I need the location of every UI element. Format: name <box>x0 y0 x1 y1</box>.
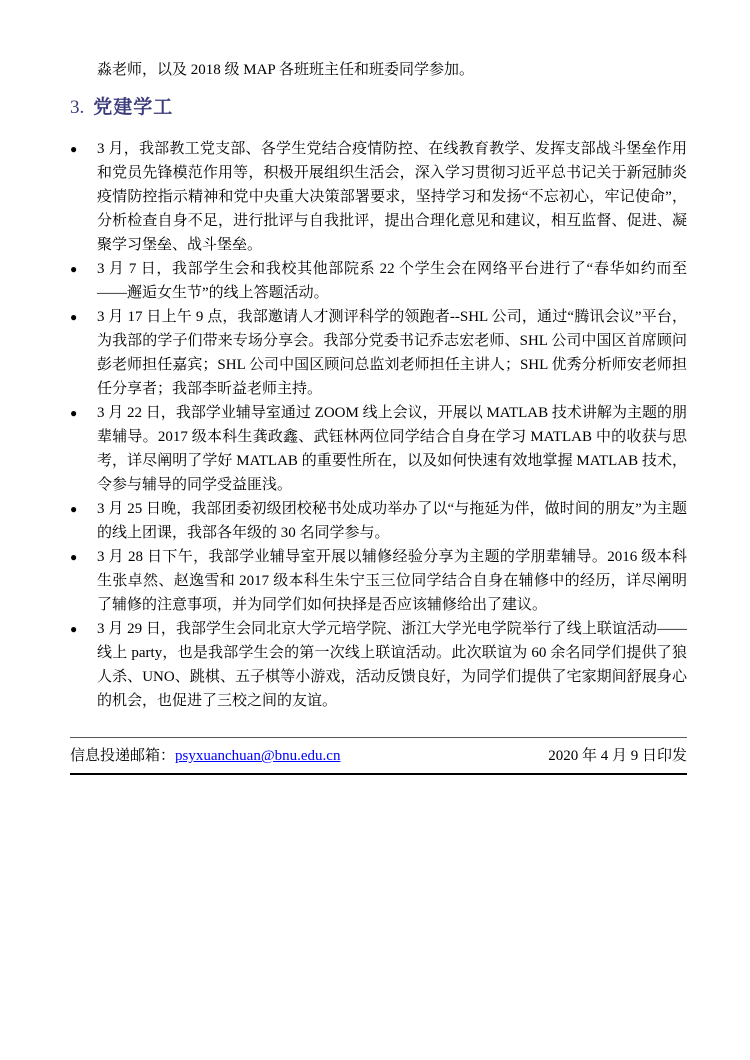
list-item <box>70 497 687 545</box>
list-item <box>70 401 687 497</box>
bullet-icon: ● <box>70 142 78 156</box>
section-heading <box>70 96 687 120</box>
bullet-list <box>70 137 687 713</box>
footer-contact <box>70 745 340 767</box>
section-number: 3. <box>70 97 85 118</box>
continuation-text: 淼老师，以及 2018 级 MAP 各班班主任和班委同学参加。 <box>97 62 474 78</box>
list-item <box>70 617 687 713</box>
list-item-text: 3 月 25 日晚，我部团委初级团校秘书处成功举办了以“与拖延为伴，做时间的朋友”为主题的线上团课，我部各年级的 30 名同学参与。 <box>97 501 687 541</box>
list-item <box>70 545 687 617</box>
bullet-icon: ● <box>70 262 78 276</box>
document-content <box>70 58 687 713</box>
list-item <box>70 305 687 401</box>
footer-divider-thick <box>70 773 687 775</box>
list-item <box>70 257 687 305</box>
list-item-text: 3 月 29 日，我部学生会同北京大学元培学院、浙江大学光电学院举行了线上联谊活动——线上 party，也是我部学生会的第一次线上联谊活动。此次联谊为 60 余名同学们提供了狼人杀、UNO、跳棋、五子棋等小游戏，活动反馈良好，为同学们提供了宅家期间舒展身心的机会，也促进了三校之间的友谊。 <box>97 621 687 709</box>
list-item-text: 3 月 28 日下午，我部学业辅导室开展以辅修经验分享为主题的学朋辈辅导。2016 级本科生张卓然、赵逸雪和 2017 级本科生朱宁玉三位同学结合自身在辅修中的经历，详尽阐明了辅修的注意事项，并为同学们如何抉择是否应该辅修给出了建议。 <box>97 549 687 613</box>
footer-row <box>70 738 687 773</box>
list-item-text: 3 月 22 日，我部学业辅导室通过 ZOOM 线上会议，开展以 MATLAB 技术讲解为主题的朋辈辅导。2017 级本科生龚政鑫、武钰林两位同学结合自身在学习 MATLAB 中的收获与思考，详尽阐明了学好 MATLAB 的重要性所在，以及如何快速有效地掌握 MATLAB 技术，令参与辅导的同学受益匪浅。 <box>97 405 687 493</box>
list-item-text: 3 月，我部教工党支部、各学生党结合疫情防控、在线教育教学、发挥支部战斗堡垒作用和党员先锋模范作用等，积极开展组织生活会，深入学习贯彻习近平总书记关于新冠肺炎疫情防控指示精神和党中央重大决策部署要求，坚持学习和发扬“不忘初心，牢记使命”，分析检查自身不足，进行批评与自我批评，提出合理化意见和建议，相互监督、促进、凝聚学习堡垒、战斗堡垒。 <box>97 141 687 253</box>
bullet-icon: ● <box>70 550 78 564</box>
list-item-text: 3 月 7 日，我部学生会和我校其他部院系 22 个学生会在网络平台进行了“春华如约而至——邂逅女生节”的线上答题活动。 <box>97 261 687 301</box>
bullet-icon: ● <box>70 622 78 636</box>
bullet-icon: ● <box>70 502 78 516</box>
email-link[interactable]: psyxuanchuan@bnu.edu.cn <box>175 748 341 764</box>
issue-date: 2020 年 4 月 9 日印发 <box>548 748 687 764</box>
section-title: 党建学工 <box>93 97 174 118</box>
page-footer <box>70 737 687 775</box>
email-label: 信息投递邮箱： <box>70 748 176 764</box>
bullet-icon: ● <box>70 310 78 324</box>
bullet-icon: ● <box>70 406 78 420</box>
list-item <box>70 137 687 257</box>
list-item-text: 3 月 17 日上午 9 点，我部邀请人才测评科学的领跑者--SHL 公司，通过“腾讯会议”平台，为我部的学子们带来专场分享会。我部分党委书记乔志宏老师、SHL 公司中国区首席顾问彭老师担任嘉宾；SHL 公司中国区顾问总监刘老师担任主讲人；SHL 优秀分析师安老师担任分享者；我部李昕益老师主持。 <box>97 309 687 397</box>
